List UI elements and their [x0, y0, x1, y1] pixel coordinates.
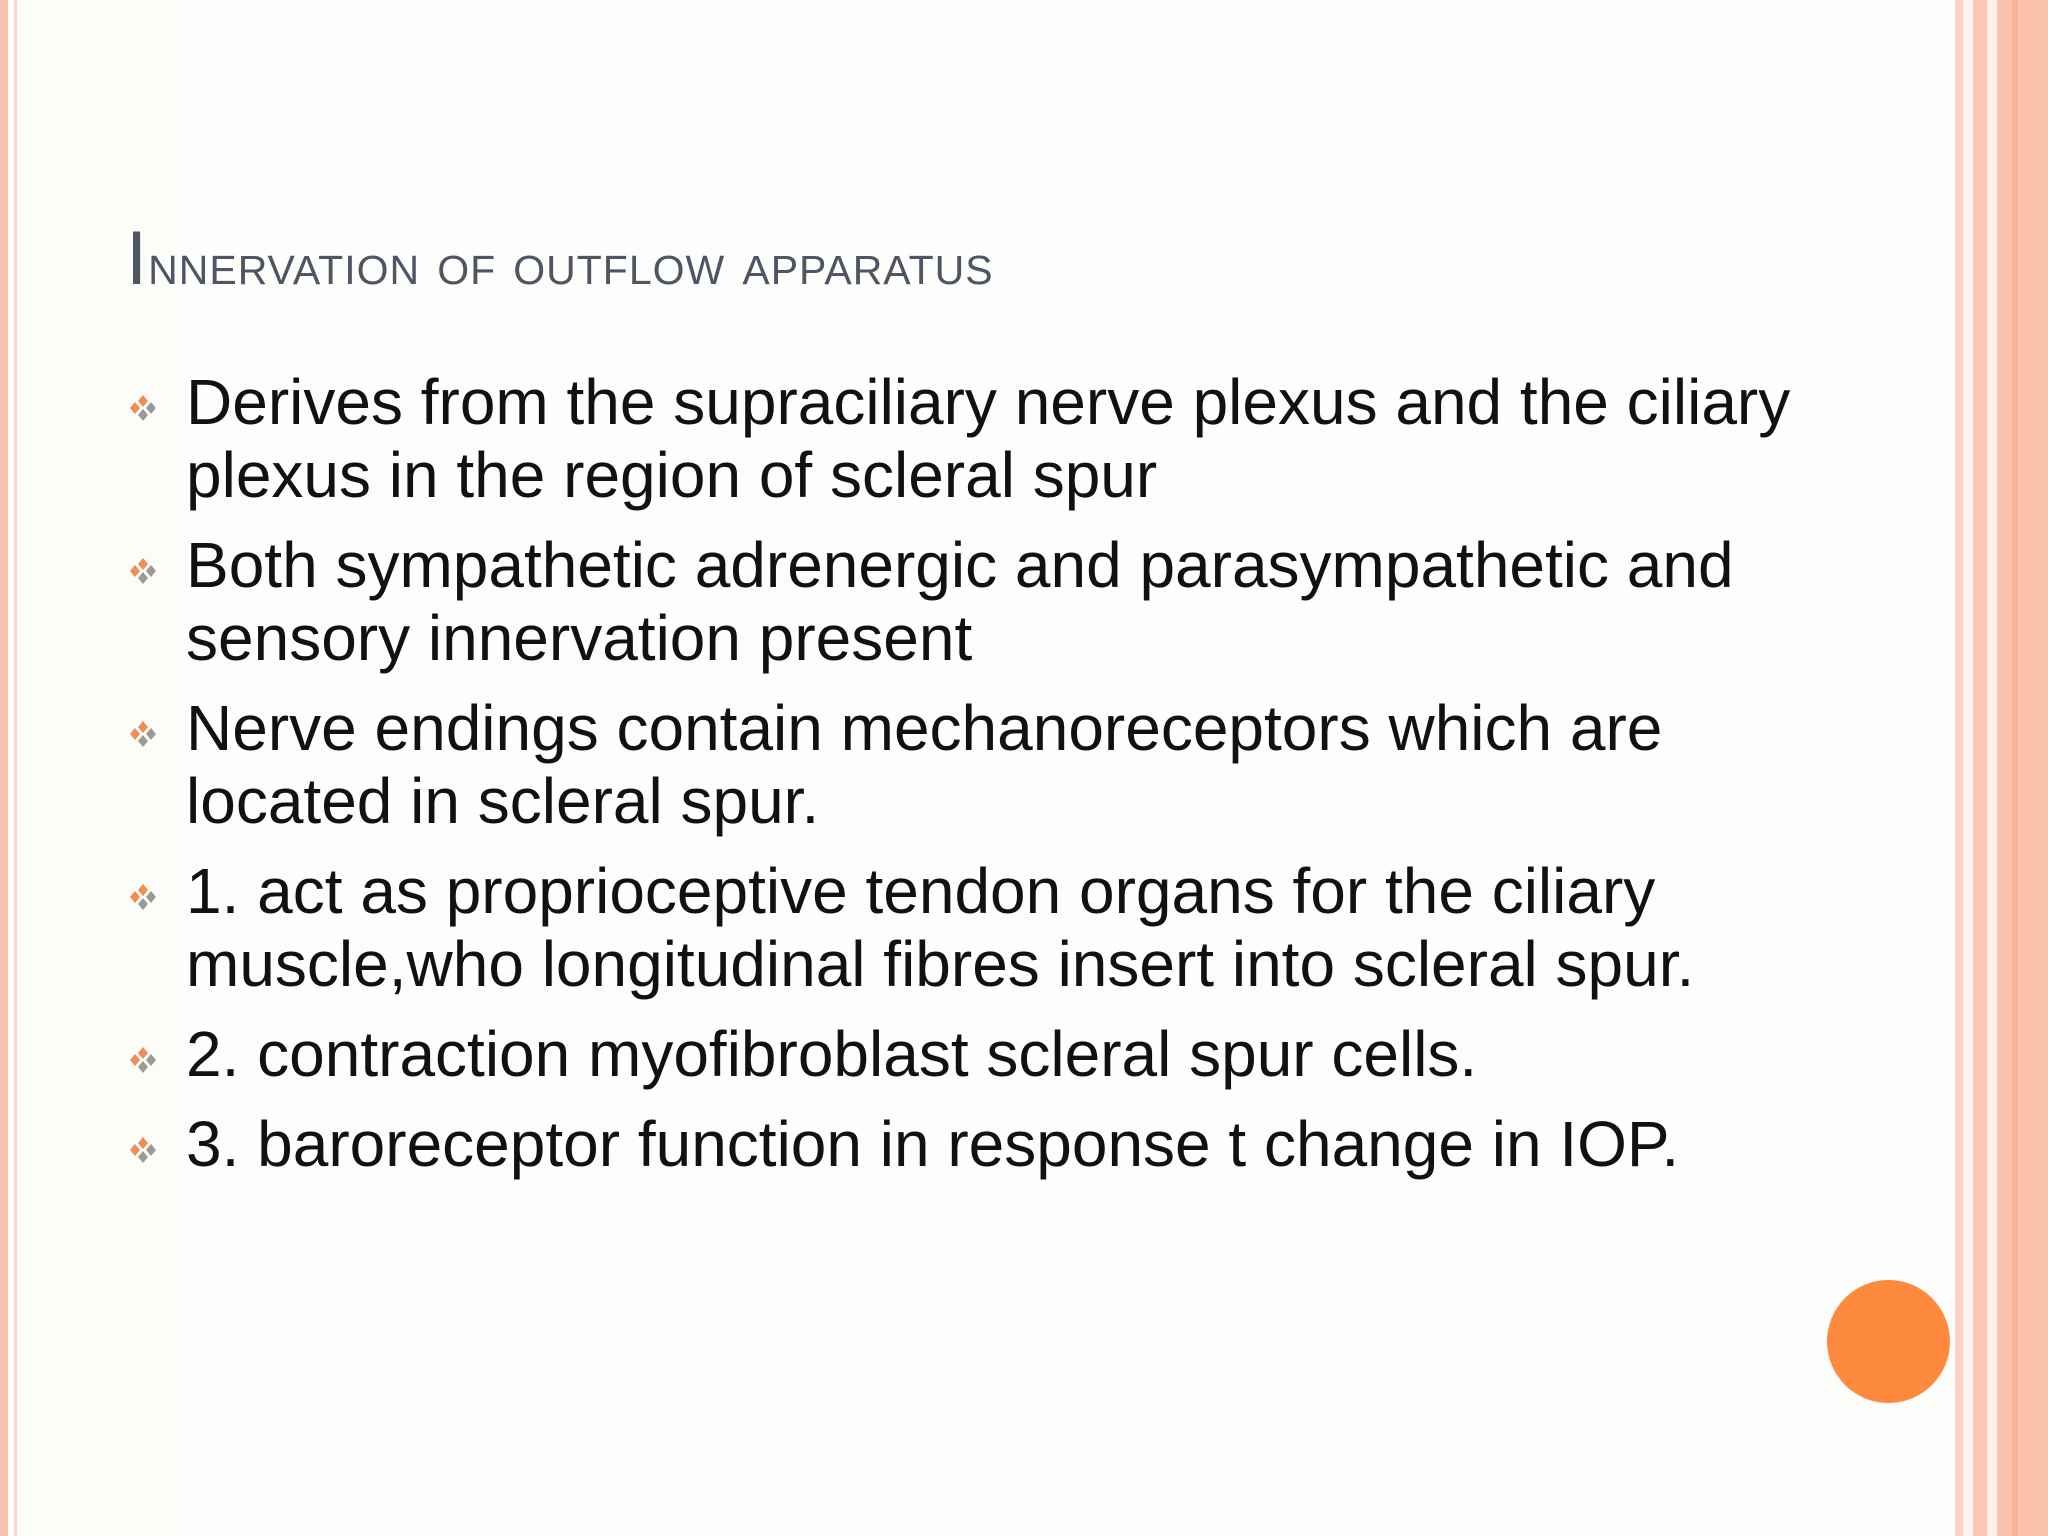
bullet-text: 1. act as proprioceptive tendon organs for the ciliary muscle,who longitudinal fibres insert into scleral spur.	[186, 855, 1695, 1000]
bullet-item	[126, 692, 1826, 838]
four-diamond-bullet-icon	[126, 1135, 160, 1165]
four-diamond-bullet-icon	[126, 393, 160, 423]
four-diamond-bullet-icon	[126, 1045, 160, 1075]
bullet-text: Derives from the supraciliary nerve plexus and the ciliary plexus in the region of scleral spur	[186, 366, 1791, 511]
right-border-gap-2	[1987, 0, 1997, 1536]
bullet-item	[126, 855, 1826, 1001]
four-diamond-bullet-icon	[126, 556, 160, 586]
four-diamond-bullet-icon	[126, 882, 160, 912]
left-border-stripe	[0, 0, 8, 1536]
bullet-item	[126, 529, 1826, 675]
bullet-item	[126, 1018, 1826, 1091]
right-border-stripe-3	[1997, 0, 2048, 1536]
bullet-text: 3. baroreceptor function in response t change in IOP.	[186, 1108, 1680, 1180]
orange-circle-decoration	[1827, 1280, 1950, 1403]
right-border-gap-1	[1963, 0, 1973, 1536]
right-border-stripe-2	[1973, 0, 1987, 1536]
bullet-list	[126, 366, 1826, 1198]
right-border-stripe-3-line	[2012, 0, 2018, 1536]
four-diamond-bullet-icon	[126, 719, 160, 749]
bullet-text: 2. contraction myofibroblast scleral spur cells.	[186, 1018, 1478, 1090]
bullet-item	[126, 1108, 1826, 1181]
bullet-item	[126, 366, 1826, 512]
bullet-text: Both sympathetic adrenergic and parasympathetic and sensory innervation present	[186, 529, 1734, 674]
slide-title-rest: nnervation of outflow apparatus	[148, 232, 994, 297]
slide-title	[126, 215, 994, 302]
slide-title-initial: I	[126, 216, 149, 301]
right-border-stripe-1	[1955, 0, 1963, 1536]
bullet-text: Nerve endings contain mechanoreceptors which are located in scleral spur.	[186, 692, 1663, 837]
